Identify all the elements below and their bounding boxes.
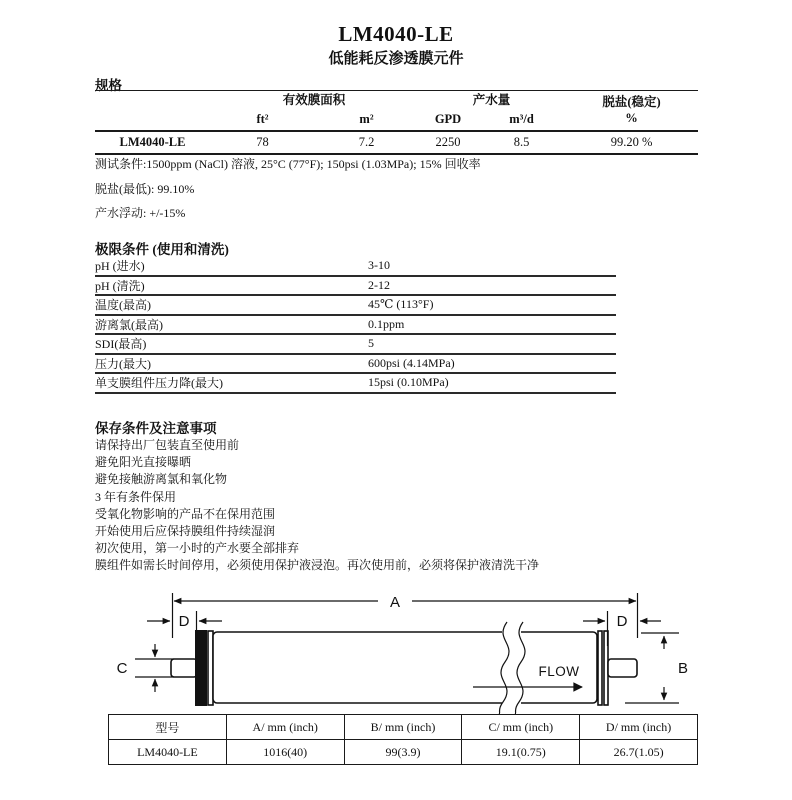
- storage-line: 受氧化物影响的产品不在保用范围: [95, 506, 276, 521]
- limit-value: 600psi (4.14MPa): [368, 354, 616, 374]
- dim-label-d-left: D: [178, 613, 190, 630]
- specs-subcol-gpd: GPD: [418, 110, 478, 131]
- specs-subcol-ft2: ft²: [210, 110, 315, 131]
- dims-header-model: 型号: [109, 715, 227, 740]
- specs-col-permeate-flow: 产水量: [472, 92, 511, 107]
- limit-label: SDI(最高): [95, 334, 368, 354]
- limit-value: 45℃ (113°F): [368, 295, 616, 315]
- storage-heading: 保存条件及注意事项: [95, 421, 217, 436]
- dim-label-b: B: [677, 660, 689, 677]
- specs-col-membrane-area: 有效膜面积: [282, 92, 346, 107]
- limit-row: [95, 354, 616, 374]
- specs-data-row: [95, 131, 698, 154]
- limit-value: 0.1ppm: [368, 315, 616, 335]
- dims-d-value: 26.7(1.05): [580, 740, 698, 765]
- spec-gpd-value: 2250: [418, 131, 478, 154]
- flow-tolerance-note: 产水浮动: +/-15%: [95, 206, 186, 220]
- dim-label-c: C: [116, 660, 128, 677]
- page-title: LM4040-LE: [338, 22, 454, 46]
- limit-row: [95, 373, 616, 393]
- spec-ft2-value: 78: [210, 131, 315, 154]
- storage-line: 避免接触游离氯和氧化物: [95, 472, 228, 487]
- rejection-unit: %: [625, 110, 638, 125]
- min-rejection-note: 脱盐(最低): 99.10%: [95, 182, 195, 196]
- limit-label: pH (清洗): [95, 276, 368, 296]
- storage-notes: [95, 437, 539, 575]
- dim-label-a: A: [389, 594, 401, 611]
- test-conditions-note: 测试条件:1500ppm (NaCl) 溶液, 25°C (77°F); 150psi (1.03MPa); 15% 回收率: [95, 157, 481, 171]
- limit-value: 2-12: [368, 276, 616, 296]
- dims-c-value: 19.1(0.75): [462, 740, 580, 765]
- spec-model: LM4040-LE: [95, 131, 210, 154]
- storage-line: 膜组件如需长时间停用，必须使用保护液浸泡。再次使用前，必须将保护液清洗干净: [95, 558, 540, 573]
- dims-model: LM4040-LE: [109, 740, 227, 765]
- dimensions-header-row: [109, 715, 698, 740]
- right-cap-ring-1: [598, 631, 602, 705]
- storage-line: 初次使用，第一小时的产水要全部排弃: [95, 541, 300, 556]
- storage-line: 避免阳光直接曝晒: [95, 455, 192, 470]
- left-end-cap: [195, 630, 207, 706]
- limit-row: [95, 276, 616, 296]
- limit-label: 温度(最高): [95, 295, 368, 315]
- dims-header-c: C/ mm (inch): [462, 715, 580, 740]
- limits-table: [95, 257, 616, 394]
- dimensions-table: [108, 714, 698, 765]
- storage-line: 3 年有条件保用: [95, 489, 177, 504]
- limit-label: 单支膜组件压力降(最大): [95, 373, 368, 393]
- membrane-element-diagram: [95, 586, 695, 716]
- specs-col-rejection: [565, 91, 698, 132]
- storage-line: 请保持出厂包装直至使用前: [95, 438, 240, 452]
- dims-header-b: B/ mm (inch): [344, 715, 462, 740]
- specs-empty-cell: [95, 91, 210, 111]
- limit-label: pH (进水): [95, 257, 368, 276]
- limit-value: 15psi (0.10MPa): [368, 373, 616, 393]
- limit-label: 压力(最大): [95, 354, 368, 374]
- spec-m3d-value: 8.5: [478, 131, 565, 154]
- rejection-label: 脱盐(稳定): [602, 94, 661, 109]
- limit-row: [95, 295, 616, 315]
- dims-header-a: A/ mm (inch): [226, 715, 344, 740]
- specs-subcol-m2: m²: [315, 110, 418, 131]
- limit-row: [95, 315, 616, 335]
- limit-value: 5: [368, 334, 616, 354]
- spec-m2-value: 7.2: [315, 131, 418, 154]
- dims-header-d: D/ mm (inch): [580, 715, 698, 740]
- left-permeate-stub: [171, 659, 197, 677]
- dimensions-data-row: [109, 740, 698, 765]
- page-subtitle: 低能耗反渗透膜元件: [328, 51, 464, 67]
- limit-value: 3-10: [368, 257, 616, 276]
- specs-table: [95, 90, 698, 155]
- spec-rejection-value: 99.20 %: [565, 131, 698, 154]
- limit-row: [95, 257, 616, 276]
- specs-group-header-row: [95, 91, 698, 111]
- specs-heading: 规格: [95, 78, 122, 93]
- dim-label-d-right: D: [616, 613, 628, 630]
- right-permeate-stub: [608, 659, 637, 677]
- specs-subcol-m3d: m³/d: [478, 110, 565, 131]
- limit-row: [95, 334, 616, 354]
- limit-label: 游离氯(最高): [95, 315, 368, 335]
- storage-line: 开始使用后应保持膜组件持续湿润: [95, 524, 276, 539]
- dims-b-value: 99(3.9): [344, 740, 462, 765]
- specs-empty-cell: [95, 110, 210, 131]
- flow-label: FLOW: [538, 664, 580, 679]
- limits-heading: 极限条件 (使用和清洗): [95, 242, 229, 257]
- dims-a-value: 1016(40): [226, 740, 344, 765]
